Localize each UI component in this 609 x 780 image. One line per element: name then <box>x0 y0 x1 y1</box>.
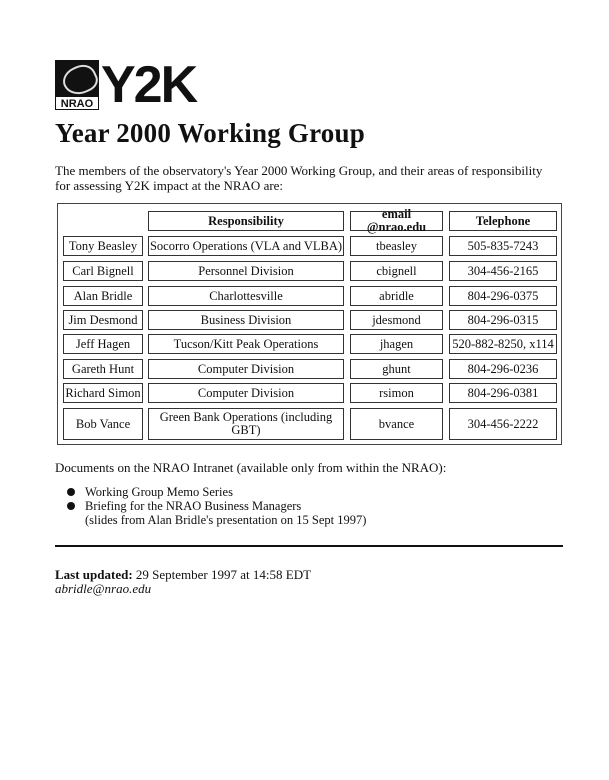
nrao-emblem-text: NRAO <box>55 96 99 110</box>
documents-heading: Documents on the NRAO Intranet (available only from within the NRAO): <box>55 460 447 475</box>
member-phone: 304-456-2222 <box>449 408 557 440</box>
member-email[interactable]: tbeasley <box>350 236 443 256</box>
member-name: Jim Desmond <box>63 310 143 330</box>
member-phone: 804-296-0236 <box>449 359 557 379</box>
member-name: Carl Bignell <box>63 261 143 281</box>
briefing-note: (slides from Alan Bridle's presentation on 15 Sept 1997) <box>85 513 367 527</box>
list-item <box>67 499 366 513</box>
member-phone: 304-456-2165 <box>449 261 557 281</box>
member-responsibility: Green Bank Operations (including GBT) <box>148 408 344 440</box>
members-table <box>57 203 562 445</box>
last-updated-label: Last updated: <box>55 567 133 582</box>
bullet-icon <box>67 488 75 496</box>
page-title: Year 2000 Working Group <box>55 118 365 148</box>
member-responsibility: Business Division <box>148 310 344 330</box>
member-email[interactable]: jhagen <box>350 334 443 354</box>
member-responsibility: Computer Division <box>148 359 344 379</box>
member-email[interactable]: bvance <box>350 408 443 440</box>
contact-email-link[interactable]: abridle@nrao.edu <box>55 581 152 596</box>
header-telephone: Telephone <box>449 211 557 231</box>
nrao-emblem <box>55 60 99 110</box>
header-email: email @nrao.edu <box>350 211 443 231</box>
member-phone: 804-296-0381 <box>449 383 557 403</box>
member-name: Gareth Hunt <box>63 359 143 379</box>
memo-series-link[interactable]: Working Group Memo Series <box>85 485 233 499</box>
y2k-wordmark: Y2K <box>101 56 197 114</box>
member-name: Jeff Hagen <box>63 334 143 354</box>
member-name: Alan Bridle <box>63 286 143 306</box>
briefing-link[interactable]: Briefing for the NRAO Business Managers <box>85 499 302 513</box>
member-name: Bob Vance <box>63 408 143 440</box>
member-phone: 505-835-7243 <box>449 236 557 256</box>
member-email[interactable]: abridle <box>350 286 443 306</box>
member-email[interactable]: rsimon <box>350 383 443 403</box>
member-phone: 804-296-0375 <box>449 286 557 306</box>
member-name: Tony Beasley <box>63 236 143 256</box>
member-phone: 520-882-8250, x114 <box>449 334 557 354</box>
member-responsibility: Tucson/Kitt Peak Operations <box>148 334 344 354</box>
header-responsibility: Responsibility <box>148 211 344 231</box>
list-item <box>67 485 366 499</box>
member-email[interactable]: cbignell <box>350 261 443 281</box>
member-responsibility: Personnel Division <box>148 261 344 281</box>
divider <box>55 545 563 547</box>
nrao-y2k-logo <box>55 56 215 114</box>
member-email[interactable]: ghunt <box>350 359 443 379</box>
member-responsibility: Charlottesville <box>148 286 344 306</box>
member-responsibility: Computer Division <box>148 383 344 403</box>
member-responsibility: Socorro Operations (VLA and VLBA) <box>148 236 344 256</box>
member-phone: 804-296-0315 <box>449 310 557 330</box>
last-updated-value: 29 September 1997 at 14:58 EDT <box>135 567 312 582</box>
bullet-icon <box>67 502 75 510</box>
member-name: Richard Simon <box>63 383 143 403</box>
member-email[interactable]: jdesmond <box>350 310 443 330</box>
intro-paragraph: The members of the observatory's Year 2000 Working Group, and their areas of responsibility for assessing Y2K impact at the NRAO are: <box>55 163 543 193</box>
documents-list <box>67 485 366 527</box>
radio-dish-icon <box>59 60 99 100</box>
